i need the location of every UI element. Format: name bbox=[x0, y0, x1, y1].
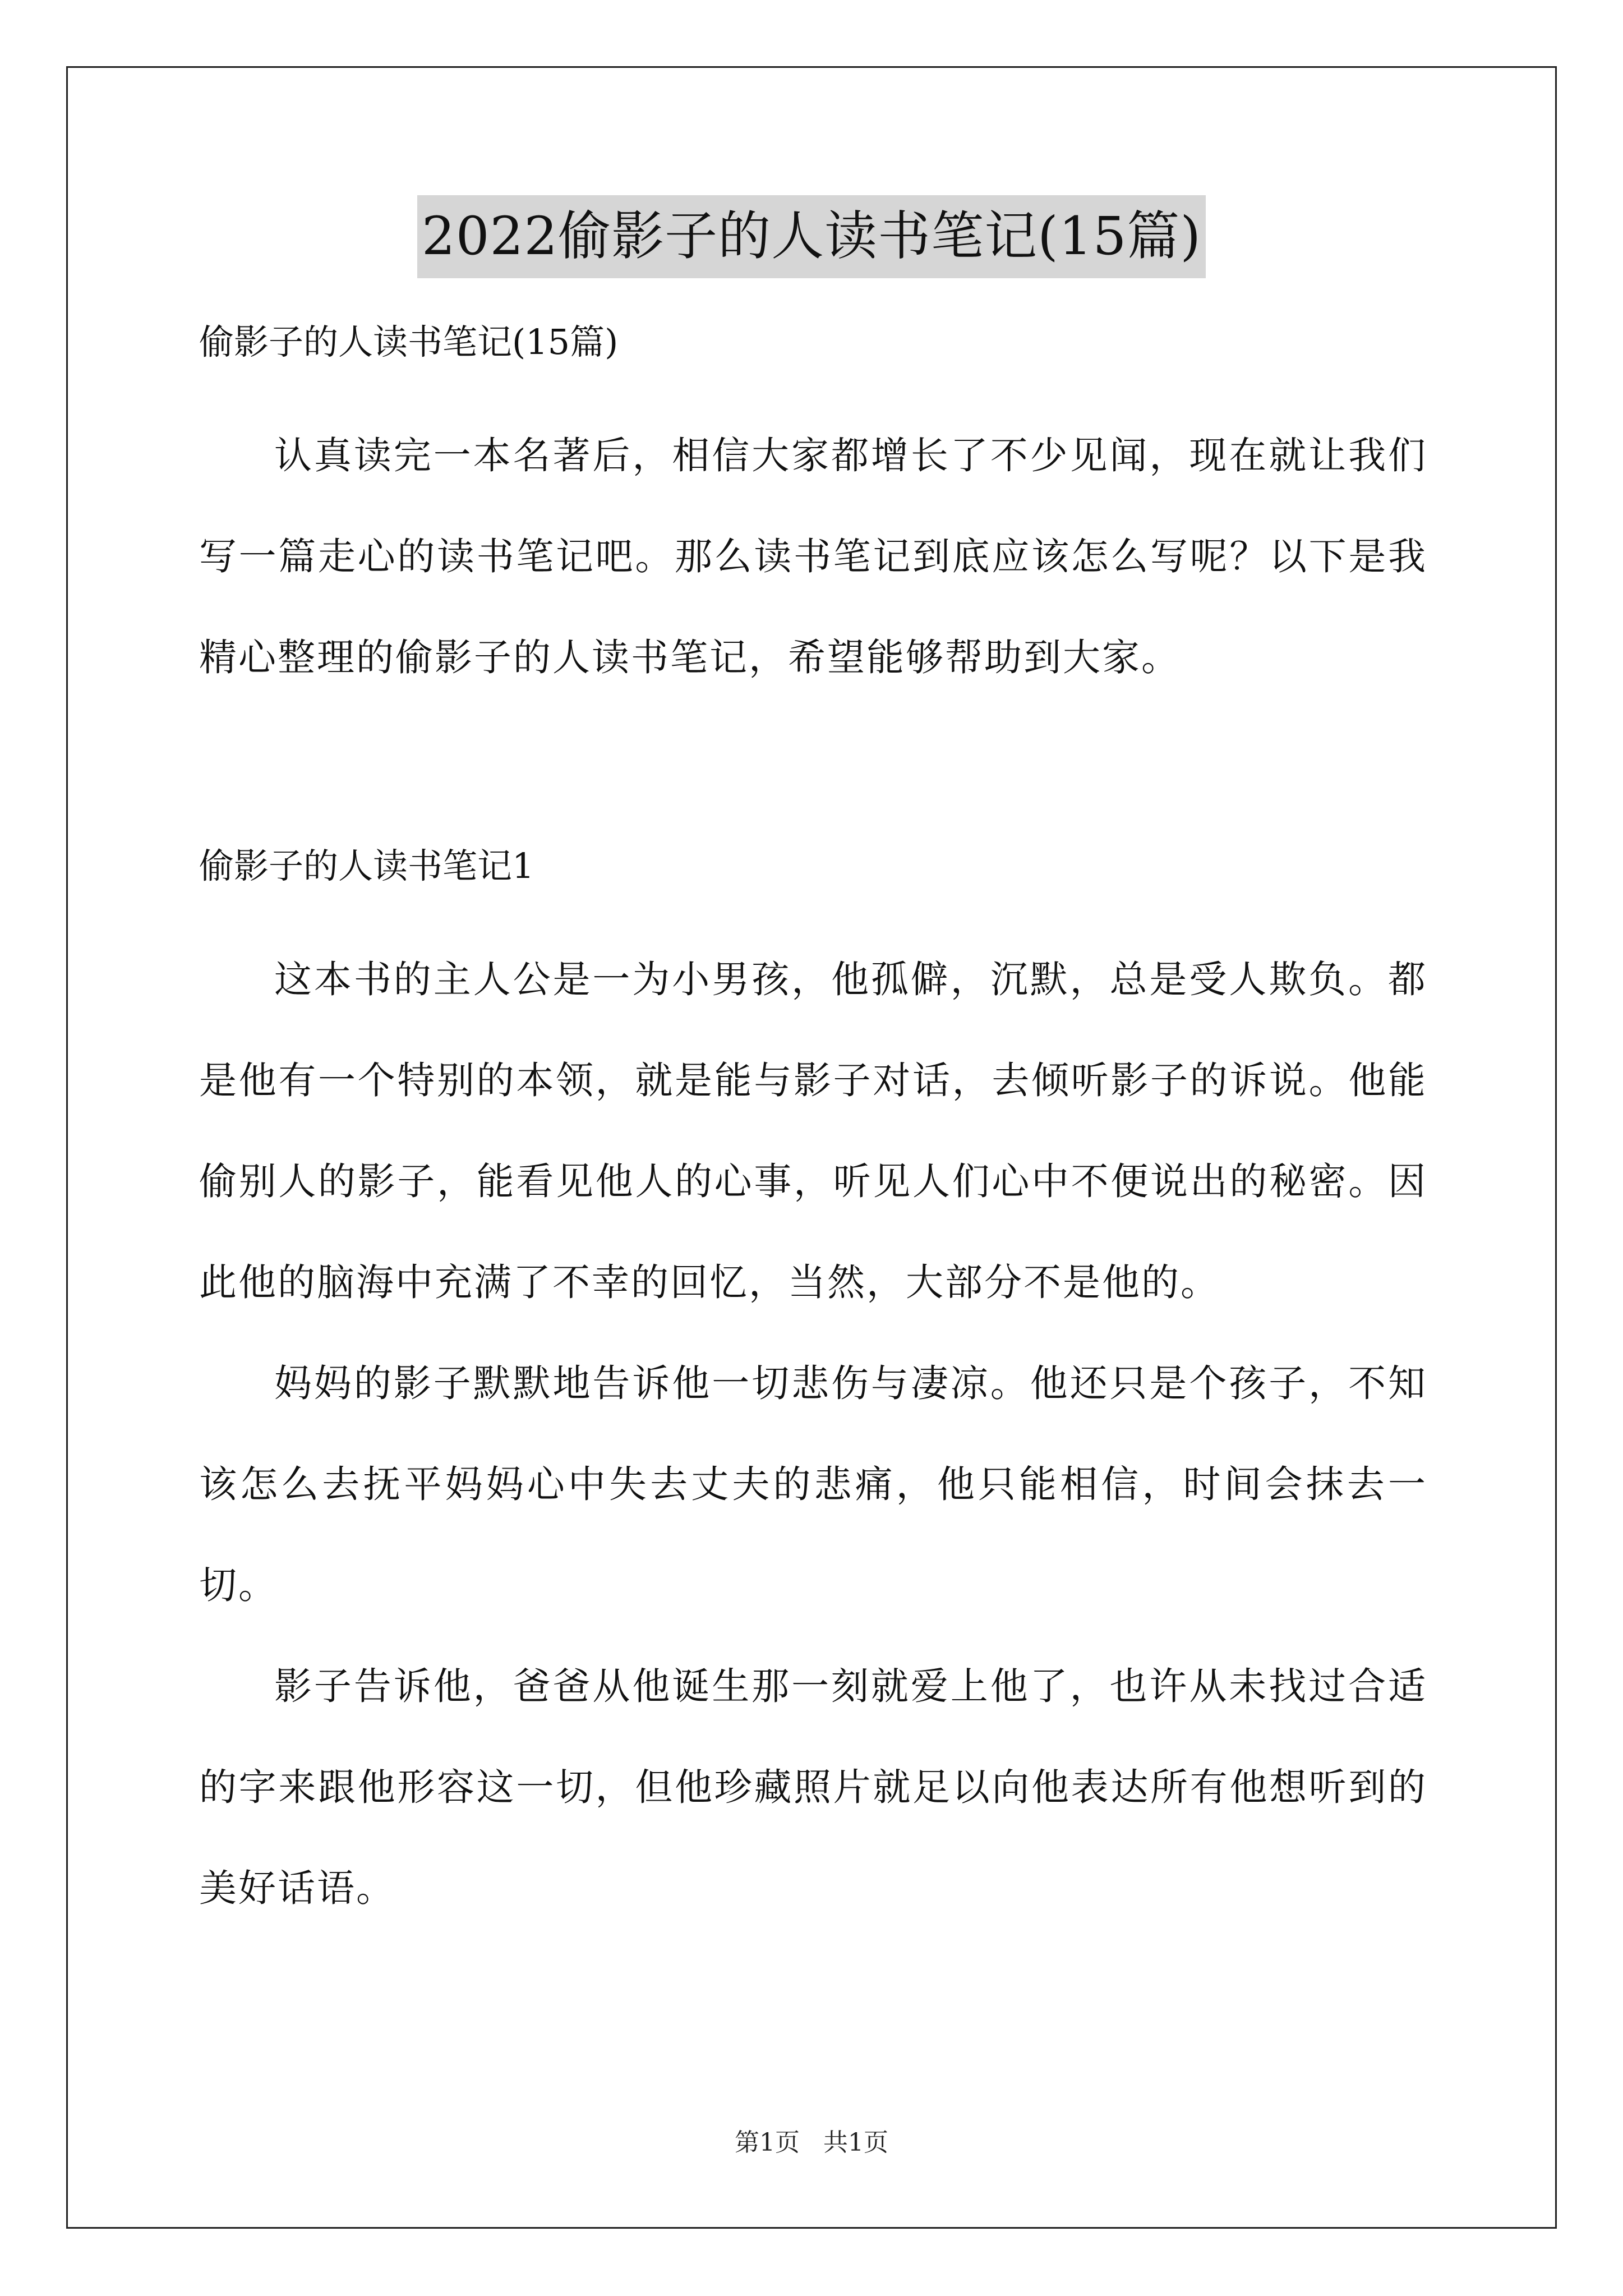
page-number-total: 共1页 bbox=[823, 2128, 888, 2157]
document-body bbox=[199, 314, 1427, 1939]
page-number-current: 第1页 bbox=[735, 2128, 800, 2157]
document-subtitle: 偷影子的人读书笔记(15篇) bbox=[199, 321, 619, 362]
body-paragraph: 这本书的主人公是一为小男孩，他孤僻，沉默，总是受人欺负。都是他有一个特别的本领，就是能与影子对话，去倾听影子的诉说。他能偷别人的影子，能看见他人的心事，听见人们心中不便说出的秘密。因此他的脑海中充满了不幸的回忆，当然，大部分不是他的。 bbox=[199, 958, 1427, 1304]
body-paragraph: 妈妈的影子默默地告诉他一切悲伤与凄凉。他还只是个孩子，不知该怎么去抚平妈妈心中失去丈夫的悲痛，他只能相信，时间会抹去一切。 bbox=[199, 1361, 1427, 1607]
page-footer bbox=[0, 2126, 1623, 2160]
section-heading: 偷影子的人读书笔记1 bbox=[199, 845, 534, 886]
document-title: 2022偷影子的人读书笔记(15篇) bbox=[417, 195, 1206, 278]
body-paragraph: 影子告诉他，爸爸从他诞生那一刻就爱上他了，也许从未找过合适的字来跟他形容这一切，但他珍藏照片就足以向他表达所有他想听到的美好话语。 bbox=[199, 1664, 1427, 1910]
intro-paragraph: 认真读完一本名著后，相信大家都增长了不少见闻，现在就让我们写一篇走心的读书笔记吧。那么读书笔记到底应该怎么写呢？以下是我精心整理的偷影子的人读书笔记，希望能够帮助到大家。 bbox=[199, 434, 1427, 679]
title-container bbox=[0, 195, 1623, 278]
